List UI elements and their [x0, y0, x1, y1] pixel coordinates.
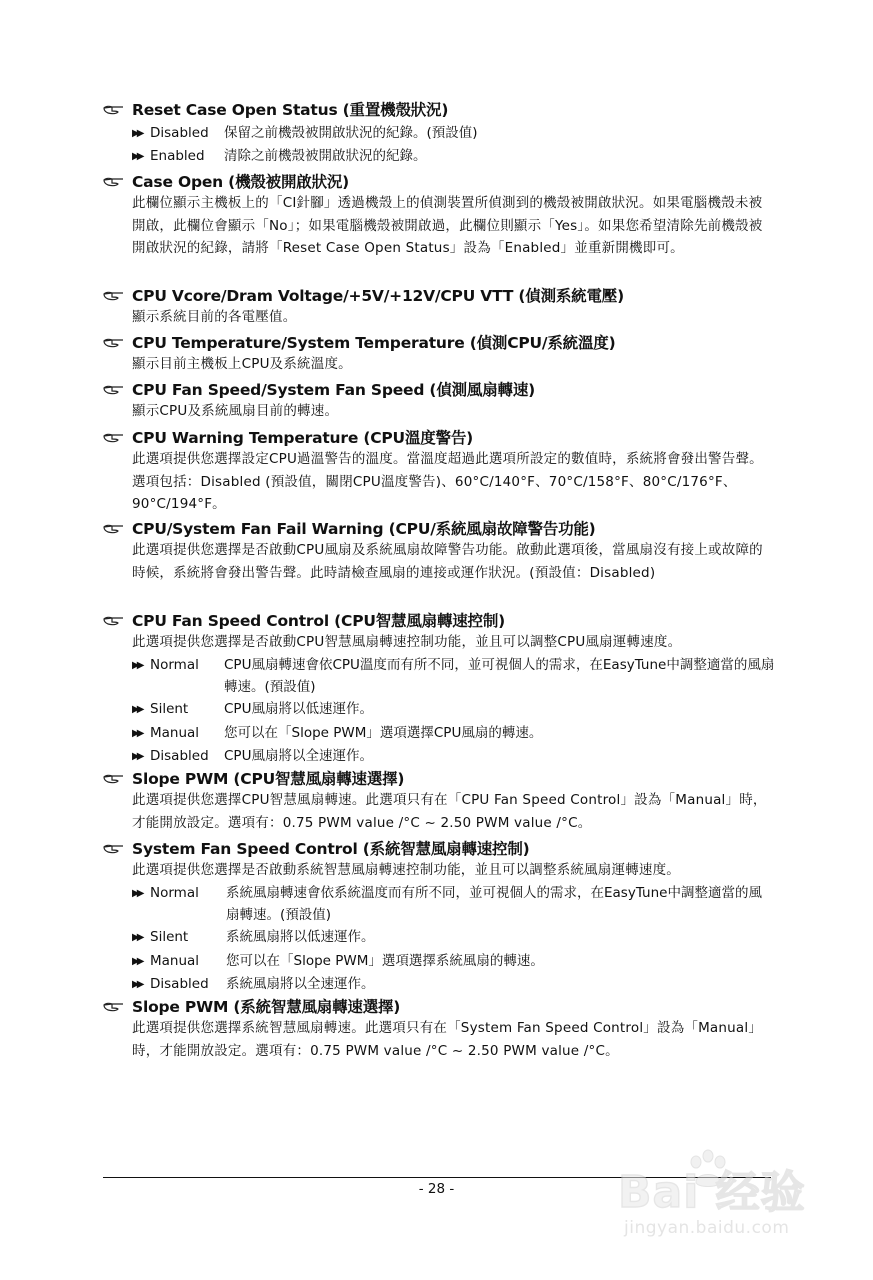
- watermark-url: jingyan.baidu.com: [624, 1218, 790, 1238]
- double-arrow-icon: ▶▶: [132, 128, 142, 139]
- section-fan-speed: [103, 378, 775, 423]
- section-voltage: [103, 284, 775, 329]
- section-title: Slope PWM (系統智慧風扇轉速選擇): [132, 998, 401, 1016]
- option-desc: 系統風扇將以低速運作。: [226, 929, 375, 946]
- option-name: Enabled: [150, 148, 205, 165]
- section-slope-pwm-cpu: [103, 767, 775, 834]
- option-desc: CPU風扇將以全速運作。: [224, 748, 373, 765]
- section-title: CPU Warning Temperature (CPU溫度警告): [132, 429, 474, 447]
- option-name: Manual: [150, 952, 200, 969]
- option-row: [132, 698, 775, 721]
- option-row: [132, 973, 775, 996]
- pointing-hand-icon: [103, 335, 125, 349]
- pointing-hand-icon: [103, 174, 125, 188]
- double-arrow-icon: ▶▶: [132, 704, 142, 716]
- double-arrow-icon: ▶▶: [132, 151, 142, 163]
- double-arrow-icon: ▶▶: [132, 979, 142, 991]
- option-row: [132, 950, 775, 973]
- section-description: 顯示CPU及系統風扇目前的轉速。: [132, 403, 339, 419]
- section-title: CPU Fan Speed Control (CPU智慧風扇轉速控制): [132, 612, 506, 630]
- section-description: 此選項提供您選擇是否啟動CPU智慧風扇轉速控制功能，並且可以調整CPU風扇運轉速度。: [132, 634, 682, 650]
- option-name: Manual: [150, 724, 200, 741]
- section-description: 此選項提供您選擇CPU智慧風扇轉速。此選項只有在「CPU Fan Speed Control」設為「Manual」時，才能開放設定。選項有：0.75 PWM value /°C ~ 2.50 PWM value /°C。: [132, 792, 767, 831]
- option-name: Disabled: [150, 976, 209, 993]
- pointing-hand-icon: [103, 288, 125, 302]
- section-cpu-warning-temperature: [103, 426, 775, 516]
- section-description: 此選項提供您選擇系統智慧風扇轉速。此選項只有在「System Fan Speed Control」設為「Manual」時，才能開放設定。選項有：0.75 PWM value /°C ~ 2.50 PWM value /°C。: [132, 1020, 763, 1059]
- section-cpu-fan-speed-control: [103, 609, 775, 769]
- section-description: 顯示系統目前的各電壓值。: [132, 309, 297, 325]
- section-description: 此選項提供您選擇設定CPU過溫警告的溫度。當溫度超過此選項所設定的數值時，系統將會發出警告聲。選項包括：Disabled (預設值，關閉CPU溫度警告)、60°C/140°F、70°C/158°F、80°C/176°F、90°C/194°F。: [132, 451, 763, 513]
- section-fan-fail-warning: [103, 517, 775, 584]
- double-arrow-icon: ▶▶: [132, 932, 142, 944]
- section-description: 此欄位顯示主機板上的「CI針腳」透過機殼上的偵測裝置所偵測到的機殼被開啟狀況。如果電腦機殼未被開啟，此欄位會顯示「No」；如果電腦機殼被開啟過，此欄位則顯示「Yes」。如果您希望清除先前機殼被開啟狀況的紀錄，請將「Reset Case Open Status」設為「Enabled」並重新開機即可。: [132, 195, 763, 257]
- section-title: Case Open (機殼被開啟狀況): [132, 173, 350, 191]
- section-temperature: [103, 331, 775, 376]
- option-desc: 系統風扇將以全速運作。: [226, 976, 375, 993]
- double-arrow-icon: ▶▶: [132, 659, 142, 671]
- pointing-hand-icon: [103, 613, 125, 627]
- option-desc: 保留之前機殼被開啟狀況的紀錄。(預設值): [224, 125, 478, 141]
- option-row: [132, 882, 775, 927]
- section-system-fan-speed-control: [103, 837, 775, 997]
- option-row: [132, 654, 775, 699]
- option-name: Silent: [150, 929, 189, 946]
- section-reset-case-open-status: [103, 98, 775, 169]
- section-description: 顯示目前主機板上CPU及系統溫度。: [132, 356, 352, 372]
- option-desc: CPU風扇將以低速運作。: [224, 701, 373, 718]
- section-title: CPU Vcore/Dram Voltage/+5V/+12V/CPU VTT (偵測系統電壓): [132, 287, 624, 305]
- section-slope-pwm-system: [103, 995, 775, 1062]
- option-name: Normal: [150, 656, 199, 673]
- pointing-hand-icon: [103, 841, 125, 855]
- section-title: Reset Case Open Status (重置機殼狀況): [132, 101, 449, 119]
- section-title: CPU Temperature/System Temperature (偵測CPU/系統溫度): [132, 334, 616, 352]
- section-title: CPU/System Fan Fail Warning (CPU/系統風扇故障警告功能): [132, 520, 596, 538]
- section-case-open: [103, 170, 775, 260]
- option-desc: 系統風扇轉速會依系統溫度而有所不同，並可視個人的需求，在EasyTune中調整適當的風扇轉速。(預設值): [226, 884, 762, 923]
- option-row: [132, 722, 775, 745]
- double-arrow-icon: ▶▶: [132, 887, 142, 899]
- option-desc: 您可以在「Slope PWM」選項選擇系統風扇的轉速。: [226, 952, 544, 969]
- option-desc: 您可以在「Slope PWM」選項選擇CPU風扇的轉速。: [224, 724, 543, 741]
- page-number: - 28 -: [418, 1181, 455, 1197]
- option-row: [132, 145, 775, 168]
- section-title: System Fan Speed Control (系統智慧風扇轉速控制): [132, 840, 530, 858]
- option-name: Disabled: [150, 125, 209, 141]
- option-desc: 清除之前機殼被開啟狀況的紀錄。: [224, 148, 427, 165]
- double-arrow-icon: ▶▶: [132, 727, 142, 739]
- double-arrow-icon: ▶▶: [132, 955, 142, 967]
- option-name: Normal: [150, 884, 199, 901]
- option-desc: CPU風扇轉速會依CPU溫度而有所不同，並可視個人的需求，在EasyTune中調整適當的風扇轉速。(預設值): [224, 656, 775, 695]
- option-name: Disabled: [150, 748, 209, 765]
- pointing-hand-icon: [103, 999, 125, 1013]
- option-row: [132, 122, 775, 145]
- option-name: Silent: [150, 701, 189, 718]
- option-row: [132, 926, 775, 949]
- watermark: [618, 1148, 848, 1248]
- section-description: 此選項提供您選擇是否啟動系統智慧風扇轉速控制功能，並且可以調整系統風扇運轉速度。: [132, 862, 680, 878]
- pointing-hand-icon: [103, 771, 125, 785]
- section-title: Slope PWM (CPU智慧風扇轉速選擇): [132, 770, 405, 788]
- watermark-logo: Bai 经验: [618, 1167, 806, 1218]
- pointing-hand-icon: [103, 102, 125, 116]
- pointing-hand-icon: [103, 521, 125, 535]
- section-description: 此選項提供您選擇是否啟動CPU風扇及系統風扇故障警告功能。啟動此選項後，當風扇沒有接上或故障的時候，系統將會發出警告聲。此時請檢查風扇的連接或運作狀況。(預設值：Disabled): [132, 542, 763, 581]
- section-title: CPU Fan Speed/System Fan Speed (偵測風扇轉速): [132, 381, 536, 399]
- double-arrow-icon: ▶▶: [132, 751, 142, 763]
- pointing-hand-icon: [103, 382, 125, 396]
- pointing-hand-icon: [103, 430, 125, 444]
- option-row: [132, 745, 775, 768]
